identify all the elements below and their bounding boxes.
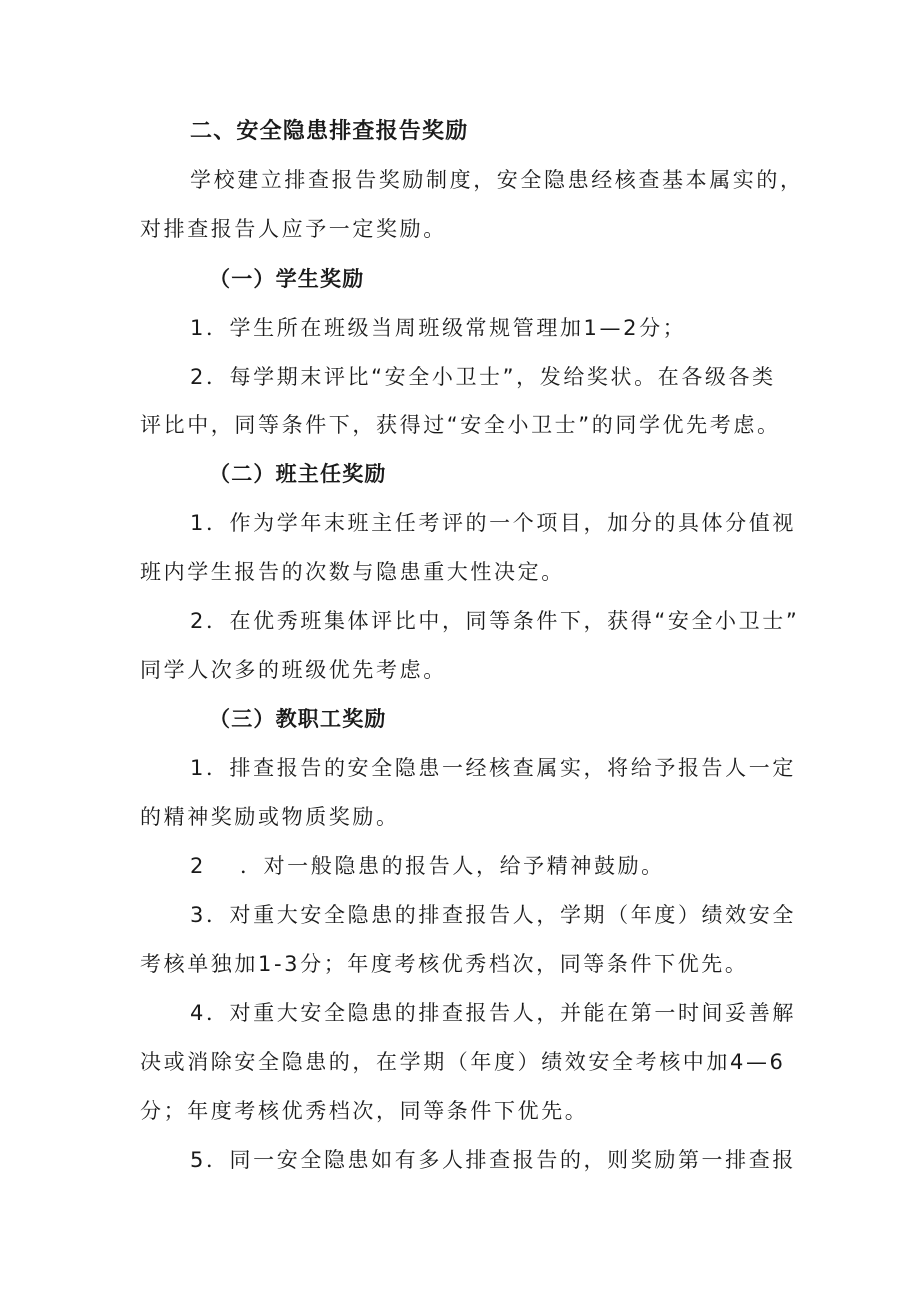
heading-staff-reward: （三）教职工奖励 — [209, 707, 387, 731]
head-teacher-item-1-line-1: 1．作为学年末班主任考评的一个项目，加分的具体分值视 — [190, 511, 796, 535]
staff-item-3-line-1: 3．对重大安全隐患的排查报告人，学期（年度）绩效安全 — [190, 903, 796, 927]
head-teacher-item-2-line-2: 同学人次多的班级优先考虑。 — [140, 658, 447, 682]
intro-line-1: 学校建立排查报告奖励制度，安全隐患经核查基本属实的， — [190, 168, 804, 192]
staff-item-1-line-2: 的精神奖励或物质奖励。 — [140, 805, 400, 829]
student-item-2-line-1: 2．每学期末评比“安全小卫士”，发给奖状。在各级各类 — [190, 365, 776, 389]
staff-item-2-text: ．对一般隐患的报告人，给予精神鼓励。 — [239, 854, 665, 878]
staff-item-1-line-1: 1．排查报告的安全隐患一经核查属实，将给予报告人一定 — [190, 756, 796, 780]
section-title: 二、安全隐患排查报告奖励 — [190, 119, 469, 144]
staff-item-4-line-3: 分；年度考核优秀档次，同等条件下优先。 — [140, 1099, 589, 1123]
head-teacher-item-2-line-1: 2．在优秀班集体评比中，同等条件下，获得“安全小卫士” — [190, 609, 800, 633]
student-item-2-line-2: 评比中，同等条件下，获得过“安全小卫士”的同学优先考虑。 — [140, 413, 781, 437]
intro-line-2: 对排查报告人应予一定奖励。 — [140, 217, 447, 241]
staff-item-4-line-1: 4．对重大安全隐患的排查报告人，并能在第一时间妥善解 — [190, 1001, 796, 1025]
staff-item-2 — [190, 851, 665, 881]
staff-item-4-line-2: 决或消除安全隐患的，在学期（年度）绩效安全考核中加4—6 — [140, 1050, 786, 1074]
heading-head-teacher-reward: （二）班主任奖励 — [209, 462, 387, 486]
staff-item-5-line-1: 5．同一安全隐患如有多人排查报告的，则奖励第一排查报 — [190, 1148, 796, 1172]
student-item-1: 1．学生所在班级当周班级常规管理加1—2分； — [190, 316, 687, 340]
head-teacher-item-1-line-2: 班内学生报告的次数与隐患重大性决定。 — [140, 560, 565, 584]
staff-item-2-number: 2 — [190, 854, 206, 878]
staff-item-3-line-2: 考核单独加1-3分；年度考核优秀档次，同等条件下优先。 — [140, 952, 749, 976]
heading-student-reward: （一）学生奖励 — [209, 267, 365, 291]
